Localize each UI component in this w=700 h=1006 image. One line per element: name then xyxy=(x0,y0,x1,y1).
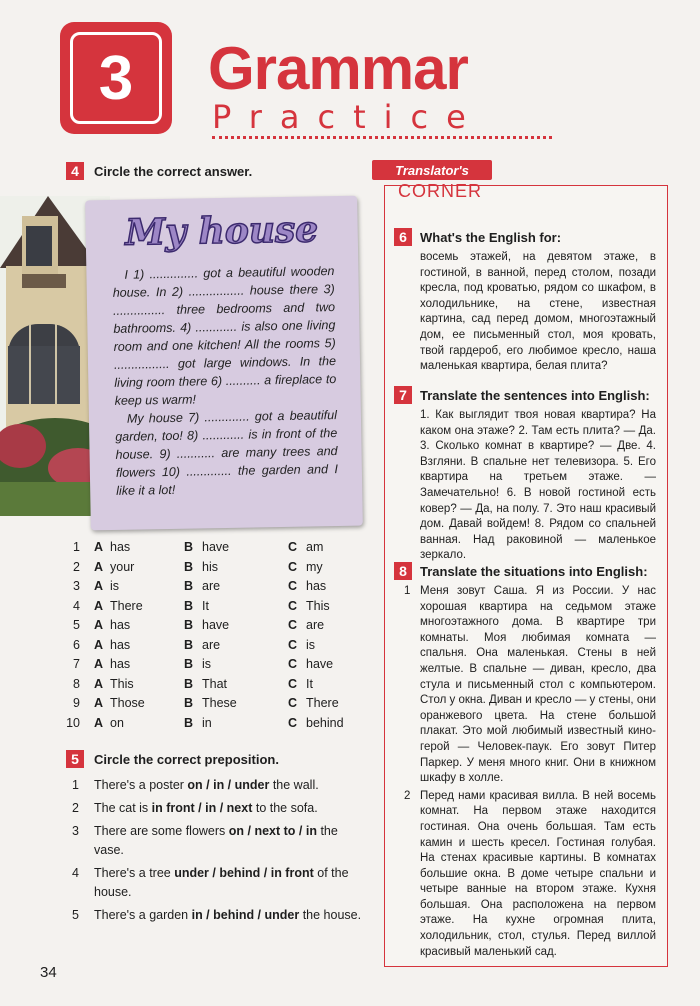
exercise-8-instruction: Translate the situations into English: xyxy=(420,564,648,579)
option-b[interactable]: is xyxy=(202,657,212,671)
option-b[interactable]: These xyxy=(202,696,237,710)
option-letter-b: B xyxy=(184,618,194,632)
answer-row xyxy=(66,618,366,638)
option-a[interactable]: has xyxy=(110,637,131,652)
answer-number: 4 xyxy=(73,598,80,613)
option-a[interactable]: There xyxy=(110,598,143,613)
item-sentence xyxy=(94,776,362,795)
option-a[interactable]: your xyxy=(110,559,135,574)
option-letter-c: C xyxy=(288,598,298,613)
sentence-end: the wall. xyxy=(269,778,319,792)
option-c[interactable]: are xyxy=(306,618,325,632)
option-letter-a: A xyxy=(94,715,104,730)
answer-number: 1 xyxy=(73,540,80,554)
option-c[interactable]: am xyxy=(306,540,324,554)
option-letter-c: C xyxy=(288,579,298,593)
situation-number: 2 xyxy=(404,789,411,802)
answer-row xyxy=(66,560,366,580)
option-letter-c: C xyxy=(288,540,298,554)
exercise-6-text: восемь этажей, на девятом этаже, в гостиной, в ванной, перед столом, позади кресла, под кроватью, рядом со шкафом, в холодильнике, на стене, известная картина, сад перед домом, многоэтажный дом, ее письменный стол, моя кровать, твой гардероб, его любимое кресло, наша маленькая квартира, белая плита? xyxy=(420,251,656,373)
exercise-4-number: 4 xyxy=(66,162,84,180)
exercise-7-number: 7 xyxy=(394,386,412,404)
option-b[interactable]: That xyxy=(202,676,228,691)
sentence-start: There's a poster xyxy=(94,778,188,792)
card-paragraph: My house 7) ............. got a beautiful garden, too! 8) ............ is in front of the house. 9) ........... are many trees and flowers 10) ............. the garden and I like it a lot! xyxy=(115,408,338,498)
sentence-start: There are some flowers xyxy=(94,824,229,838)
situation-number: 1 xyxy=(404,585,411,597)
card-text xyxy=(112,262,338,500)
exercise-8-list xyxy=(404,584,656,962)
option-c[interactable]: has xyxy=(306,579,327,593)
option-c[interactable]: is xyxy=(306,637,316,652)
option-letter-a: A xyxy=(94,559,104,574)
situation-text: Перед нами красивая вилла. В ней восемь комнат. На первом этаже находится гостиная. Она очень большая. Там есть камин и шесть кресел. Гостиная голубая. На стенах красивые картины. В комнатах большие окна. В доме четыре спальни и четыре ванные на втором этаже. Кухня большая. Она расположена на первом этаже. На кухне огромная плита, холодильник, стол, стулья. Перед виллой красивый маленький сад. xyxy=(420,789,656,958)
option-letter-c: C xyxy=(288,618,298,632)
option-c[interactable]: It xyxy=(306,676,313,691)
answer-row xyxy=(66,579,366,599)
page-title: Grammar xyxy=(208,35,468,102)
option-c[interactable]: There xyxy=(306,696,339,710)
answer-row xyxy=(66,696,366,716)
preposition-options[interactable]: under / behind / in front xyxy=(174,866,314,880)
option-letter-a: A xyxy=(94,598,104,613)
situation-text: Меня зовут Саша. Я из России. У нас хорошая квартира на седьмом этаже многоэтажного дома. В квартире три комнаты. Моя любимая комната — спальня. Она маленькая. Стены в ней желтые. В спальне — диван, кресло, два стула и письменный стол с компьютером. Стол у окна. Диван и кресло — у стены, они оранжевого цвета. На стене большой плакат. Это мой любимый известный кино-герой — Человек-паук. Его зовут Питер Паркер. У меня много книг. Они в книжном шкафу в холле. xyxy=(420,585,656,785)
option-b[interactable]: have xyxy=(202,618,230,632)
option-letter-b: B xyxy=(184,540,194,554)
option-a[interactable]: has xyxy=(110,657,131,671)
option-b[interactable]: are xyxy=(202,637,221,652)
option-a[interactable]: on xyxy=(110,715,124,730)
answer-number: 2 xyxy=(73,559,80,574)
unit-number: 3 xyxy=(70,32,162,124)
option-letter-b: B xyxy=(184,696,194,710)
item-sentence xyxy=(94,864,362,902)
answer-row xyxy=(66,540,366,560)
exercise-4-instruction: Circle the correct answer. xyxy=(94,164,253,179)
item-sentence xyxy=(94,799,362,818)
option-letter-a: A xyxy=(94,540,104,554)
my-house-card xyxy=(85,196,363,531)
item-number: 5 xyxy=(72,908,79,922)
exercise-6-instruction: What's the English for: xyxy=(420,230,562,245)
answer-row xyxy=(66,716,366,736)
preposition-item xyxy=(72,906,362,925)
preposition-options[interactable]: on / in / under xyxy=(187,778,270,792)
option-letter-b: B xyxy=(184,579,194,593)
option-letter-b: B xyxy=(184,657,194,671)
exercise-5-number: 5 xyxy=(66,750,84,768)
translators-badge: Translator's xyxy=(372,160,492,180)
answer-number: 10 xyxy=(66,715,80,730)
sentence-start: There's a tree xyxy=(94,866,175,880)
answer-row xyxy=(66,657,366,677)
option-b[interactable]: are xyxy=(202,579,221,593)
preposition-list xyxy=(72,776,362,929)
option-letter-a: A xyxy=(94,618,104,632)
answer-row xyxy=(66,599,366,619)
page-number: 34 xyxy=(40,964,57,981)
answer-number: 9 xyxy=(73,696,80,710)
option-letter-c: C xyxy=(288,676,298,691)
option-b[interactable]: It xyxy=(202,598,209,613)
option-letter-a: A xyxy=(94,696,104,710)
option-letter-a: A xyxy=(94,579,104,593)
answer-number: 8 xyxy=(73,676,80,691)
preposition-item xyxy=(72,864,362,902)
answer-number: 6 xyxy=(73,637,80,652)
card-title: My house xyxy=(124,208,319,254)
page-subtitle: Practice xyxy=(212,98,484,136)
option-a[interactable]: has xyxy=(110,540,131,554)
item-number: 2 xyxy=(72,801,79,815)
option-letter-c: C xyxy=(288,559,298,574)
sentence-end: the house. xyxy=(299,908,362,922)
option-letter-b: B xyxy=(184,559,194,574)
exercise-5-instruction: Circle the correct preposition. xyxy=(94,752,279,767)
sentence-start: The cat is xyxy=(94,801,152,815)
option-letter-c: C xyxy=(288,715,298,730)
option-letter-a: A xyxy=(94,637,104,652)
unit-badge xyxy=(60,22,172,134)
corner-label: CORNER xyxy=(398,181,483,201)
option-letter-a: A xyxy=(94,676,104,691)
option-letter-b: B xyxy=(184,598,194,613)
answer-number: 5 xyxy=(73,618,80,632)
option-a[interactable]: is xyxy=(110,579,120,593)
item-number: 1 xyxy=(72,778,79,792)
preposition-item xyxy=(72,776,362,795)
option-a[interactable]: This xyxy=(110,676,134,691)
preposition-options[interactable]: in front / in / next xyxy=(151,801,253,815)
card-paragraph: I 1) .............. got a beautiful wooden house. In 2) ................ house there 3) ............... three bedrooms and two bathrooms. 4) ............ is also one living room and one kitchen! All the rooms 5) ................ got large windows. In the living room there 6) .......... a fireplace to keep us warm! xyxy=(112,264,337,408)
item-number: 3 xyxy=(72,824,79,838)
sentence-end: to the sofa. xyxy=(252,801,318,815)
item-sentence xyxy=(94,822,362,860)
answer-number: 3 xyxy=(73,579,80,593)
option-letter-c: C xyxy=(288,696,298,710)
answer-number: 7 xyxy=(73,657,80,671)
title-divider xyxy=(212,136,552,139)
option-c[interactable]: have xyxy=(306,657,334,671)
sentence-end: the vase. xyxy=(94,824,338,857)
answer-options xyxy=(66,540,366,735)
option-c[interactable]: behind xyxy=(306,715,344,730)
option-letter-b: B xyxy=(184,715,194,730)
option-letter-c: C xyxy=(288,657,298,671)
sentence-start: There's a garden xyxy=(94,908,192,922)
option-letter-c: C xyxy=(288,637,298,652)
answer-row xyxy=(66,677,366,697)
option-b[interactable]: have xyxy=(202,540,230,554)
preposition-item xyxy=(72,799,362,818)
option-a[interactable]: Those xyxy=(110,696,145,710)
situation-item xyxy=(404,789,656,961)
item-number: 4 xyxy=(72,866,79,880)
option-letter-b: B xyxy=(184,637,194,652)
exercise-8-number: 8 xyxy=(394,562,412,580)
option-letter-a: A xyxy=(94,657,104,671)
preposition-options[interactable]: on / next to / in xyxy=(228,824,317,838)
preposition-options[interactable]: in / behind / under xyxy=(191,908,300,922)
exercise-6-number: 6 xyxy=(394,228,412,246)
option-a[interactable]: has xyxy=(110,618,131,632)
answer-row xyxy=(66,638,366,658)
option-b[interactable]: his xyxy=(202,559,218,574)
item-sentence xyxy=(94,906,362,925)
option-b[interactable]: in xyxy=(202,715,212,730)
sentence-end: of the house. xyxy=(94,866,349,899)
preposition-item xyxy=(72,822,362,860)
exercise-7-text: 1. Как выглядит твоя новая квартира? На каком она этаже? 2. Там есть плита? — Да. 3. Сколько комнат в квартире? — Две. 4. Взгляни. В спальне нет телевизора. 5. Его квартира на третьем этаже. — Замечательно! 6. В новой гостиной есть ковер? — Да, на полу. 7. Это наш красивый дом. Давай войдем! 8. Рядом со спальней ванная. Над раковиной — маленькое зеркало. xyxy=(420,409,656,562)
exercise-7-instruction: Translate the sentences into English: xyxy=(420,388,650,403)
option-c[interactable]: my xyxy=(306,559,323,574)
option-c[interactable]: This xyxy=(306,598,330,613)
situation-item xyxy=(404,584,656,787)
option-letter-b: B xyxy=(184,676,194,691)
